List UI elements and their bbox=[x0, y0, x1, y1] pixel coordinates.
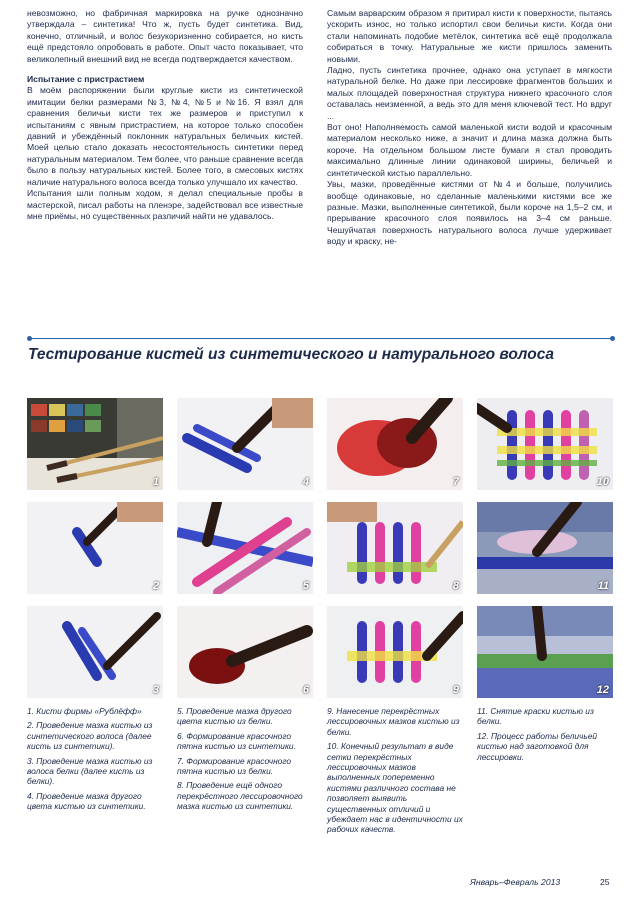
caption: 9. Нанесение перекрёстных лессировочных мазков кистью из белки. bbox=[327, 706, 460, 737]
photo-number: 9 bbox=[452, 684, 459, 696]
photo-number: 10 bbox=[596, 476, 609, 488]
text-column-right bbox=[327, 8, 612, 248]
subheading: Испытание с пристрастием bbox=[27, 74, 145, 85]
photo-number: 7 bbox=[452, 476, 459, 488]
text-column-left bbox=[27, 8, 303, 222]
photo-number: 4 bbox=[302, 476, 309, 488]
photo-7 bbox=[327, 398, 463, 490]
photo-number: 12 bbox=[596, 684, 609, 696]
caption: 3. Проведение мазка кистью из волоса белки (далее кисть из белки). bbox=[27, 755, 153, 787]
photo-4 bbox=[177, 398, 313, 490]
photo-5 bbox=[177, 502, 313, 594]
paragraph: Вот оно! Наполняемость самой маленькой кисти водой и красочным материалом несколько ниже, а значит и длина мазка должна быть короче. На отдельном большом листе бумаги я стал проводить максимально длинные линии одинаковой ширины, беличьей и синтетической кистью параллельно. bbox=[327, 122, 612, 178]
caption-column-4 bbox=[477, 706, 613, 766]
paragraph: Самым варварским образом я притирал кисти к поверхности, пытаясь ускорить износ, но только испортил свои беличьи кисти. Когда они стали напоминать подобие метёлок, синтетика всё ещё продолжала собираться в точку. Натуральные же кисти пришлось заменить новыми. bbox=[327, 8, 612, 64]
photo-8 bbox=[327, 502, 463, 594]
section-title: Тестирование кистей из синтетического и натурального волоса bbox=[28, 346, 554, 363]
caption: 11. Снятие краски кистью из белки. bbox=[477, 706, 594, 727]
caption-column-3 bbox=[327, 706, 463, 839]
photo-12 bbox=[477, 606, 613, 698]
photo-11 bbox=[477, 502, 613, 594]
paragraph: В моём распоряжении были круглые кисти из синтетической имитации белки размерами №3, №4, №5 и №16. Я взял для сравнения беличьи кисти тех же размеров и приступил к испытаниям с явным пристрастием, на которое только способен давний и убеждённый поклонник натуральных беличьих кистей. Моей целью стало доказать несостоятельность синтетики перед натуральным материалом. Тем более, что раньше сравнение всегда было в пользу натуральных кистей. Более того, в смесовых кистях наличие натурального волоса всегда только улучшало их качество. bbox=[27, 85, 303, 187]
caption: 6. Формирование красочного пятна кистью из синтетики. bbox=[177, 730, 296, 752]
section-divider bbox=[28, 338, 614, 339]
photo-6 bbox=[177, 606, 313, 698]
caption: 4. Проведение мазка другого цвета кистью из синтетики. bbox=[27, 790, 146, 812]
caption: 12. Процесс работы беличьей кистью над заготовкой для лессировки. bbox=[477, 730, 598, 762]
caption: 5. Проведение мазка другого цвета кистью из белки. bbox=[177, 706, 292, 727]
photo-number: 1 bbox=[152, 476, 159, 488]
photo-3 bbox=[27, 606, 163, 698]
paragraph: Увы, мазки, проведённые кистями от №4 и больше, получились вообще одинаковые, но сделанные маленькими кистями все же разные. Мазки, выполненные синтетикой, были короче на 1,5–2 см, и прерывание красочного слоя появилось на 3–4 см раньше. Чешуйчатая поверхность натурального волоса лучше удерживает воду и краску, не- bbox=[327, 179, 612, 247]
caption: 8. Проведение ещё одного перекрёстного лессировочного мазка кистью из синтетики. bbox=[177, 780, 303, 812]
photo-number: 6 bbox=[302, 684, 309, 696]
paragraph: Испытания шли полным ходом, я делал специальные пробы в мастерской, писал работы на пленэре, задействовал все известные мне приёмы, но существенных различий найти не удавалось. bbox=[27, 188, 303, 221]
caption: 1. Кисти фирмы «Рублёфф» bbox=[27, 706, 142, 716]
photo-number: 2 bbox=[152, 580, 159, 592]
caption-column-2 bbox=[177, 706, 313, 816]
photo-2 bbox=[27, 502, 163, 594]
photo-number: 5 bbox=[302, 580, 309, 592]
paragraph: невозможно, но фабричная маркировка на ручке однозначно утверждала – синтетика! Что ж, пусть будет синтетика. Вид, конечно, отличный, и волос безукоризненно собирается, но кисть ещё предстояло опробовать в работе. Опыт часто показывает, что великолепный внешний вид не всегда подтверждается качеством. bbox=[27, 8, 303, 64]
caption: 2. Проведение мазка кистью из синтетического волоса (далее кисть из синтетики). bbox=[27, 720, 153, 752]
photo-1 bbox=[27, 398, 163, 490]
photo-number: 11 bbox=[597, 580, 609, 592]
photo-number: 3 bbox=[152, 684, 159, 696]
photo-10 bbox=[477, 398, 613, 490]
issue-date: Январь–Февраль 2013 bbox=[470, 877, 561, 887]
caption: 10. Конечный результат в виде сетки перекрёстных лессировочных мазков выполненных попеременно кистями различного состава не позволяет выявить существенных отличий и убеждает нас в идентичности их рабочих качеств. bbox=[327, 741, 463, 835]
caption-column-1 bbox=[27, 706, 163, 816]
caption: 7. Формирование красочного пятна кистью из белки. bbox=[177, 755, 292, 777]
paragraph: Ладно, пусть синтетика прочнее, однако она уступает в мягкости натуральной белке. Но даже при лессировке фрагментов больших и малых площадей поверхностная структура нижнего красочного слоя оставалась неизменной, а ведь это для меня ключевой тест. Но вдруг ... bbox=[327, 65, 612, 121]
photo-number: 8 bbox=[452, 580, 459, 592]
page-number: 25 bbox=[600, 877, 610, 887]
photo-9 bbox=[327, 606, 463, 698]
